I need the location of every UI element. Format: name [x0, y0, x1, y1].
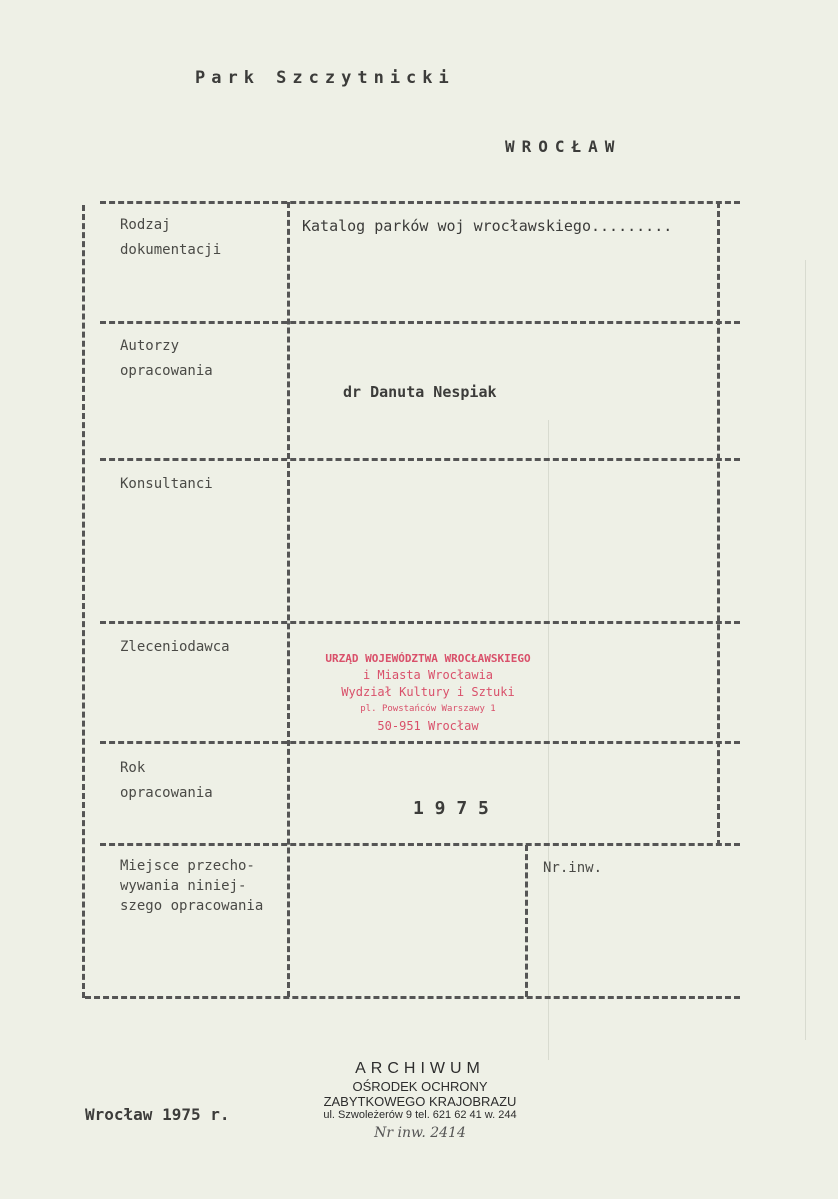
handwritten-inventory-number: Nr inw. 2414 [374, 1125, 466, 1141]
table-divider [287, 202, 290, 997]
stamp-line: URZĄD WOJEWÓDZTWA WROCŁAWSKIEGO [325, 652, 531, 665]
table-rule [100, 621, 740, 624]
table-rule [100, 201, 740, 204]
table-rule [100, 741, 740, 744]
city-heading: WROCŁAW [505, 137, 622, 156]
value-rok: 1 9 7 5 [413, 798, 489, 819]
archive-stamp [290, 1060, 550, 1141]
bleed-through-line [805, 260, 806, 1040]
bleed-through-line [548, 420, 549, 1060]
label-rodzaj-dokumentacji: Rodzaj dokumentacji [120, 217, 222, 258]
label-miejsce-przechowywania: Miejsce przecho- wywania niniej- szego opracowania [120, 858, 264, 914]
archive-line: OŚRODEK OCHRONY [352, 1079, 488, 1094]
table-divider [525, 845, 528, 997]
label-zleceniodawca: Zleceniodawca [120, 639, 230, 655]
stamp-line: 50-951 Wrocław [377, 719, 479, 733]
stamp-line: pl. Powstańców Warszawy 1 [360, 704, 496, 714]
archive-line: ul. Szwoleżerów 9 tel. 621 62 41 w. 244 [323, 1109, 517, 1121]
value-rodzaj-dokumentacji: Katalog parków woj wrocławskiego......... [302, 217, 673, 235]
table-rule [100, 458, 740, 461]
table-rule [100, 321, 740, 324]
archive-line: ZABYTKOWEGO KRAJOBRAZU [323, 1094, 517, 1109]
value-autorzy: dr Danuta Nespiak [343, 383, 497, 401]
place-date-footer: Wrocław 1975 r. [85, 1105, 230, 1124]
stamp-line: Wydział Kultury i Sztuki [341, 685, 515, 699]
table-rule [100, 843, 740, 846]
label-rok-opracowania: Rok opracowania [120, 760, 213, 801]
archive-line: ARCHIWUM [355, 1060, 485, 1077]
label-konsultanci: Konsultanci [120, 476, 213, 492]
stamp-line: i Miasta Wrocławia [362, 668, 494, 682]
label-nr-inw: Nr.inw. [543, 860, 603, 876]
table-border-right [717, 202, 720, 846]
document-title: Park Szczytnicki [195, 68, 455, 88]
table-border-left [82, 205, 85, 998]
table-rule [85, 996, 740, 999]
label-autorzy: Autorzy opracowania [120, 338, 213, 379]
issuer-stamp [318, 650, 538, 735]
